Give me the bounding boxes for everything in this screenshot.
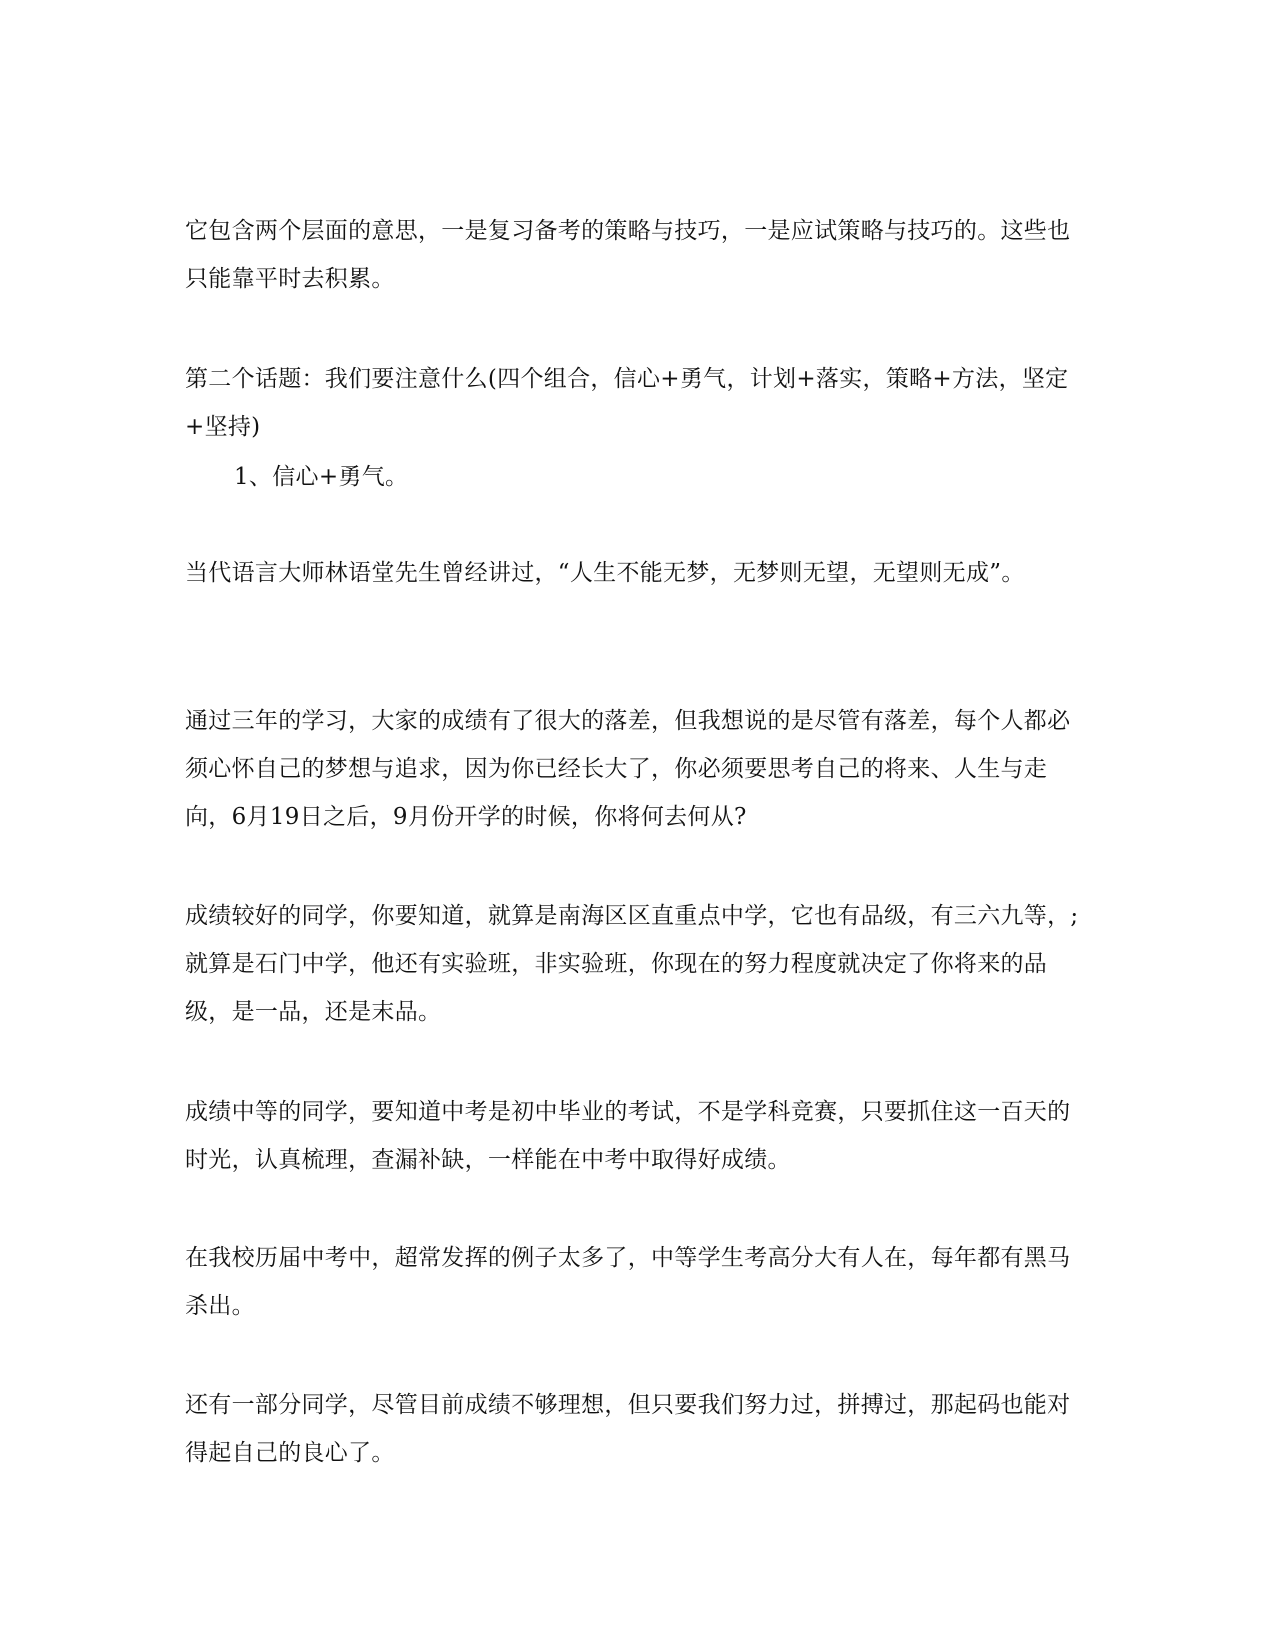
paragraph-good-students: 成绩较好的同学，你要知道，就算是南海区区直重点中学，它也有品级，有三六九等，;就算是石门中学，他还有实验班，非实验班，你现在的努力程度就决定了你将来的品级，是一品，还是末品。 (185, 903, 1079, 1025)
paragraph-second-topic: 第二个话题：我们要注意什么(四个组合，信心+勇气，计划+落实，策略+方法，坚定+坚持) (185, 366, 1069, 440)
paragraph-three-years: 通过三年的学习，大家的成绩有了很大的落差，但我想说的是尽管有落差，每个人都必须心怀自己的梦想与追求，因为你已经长大了，你必须要思考自己的将来、人生与走向，6月19日之后，9月份开学的时候，你将何去何从? (185, 708, 1071, 830)
paragraph-average-students: 成绩中等的同学，要知道中考是初中毕业的考试，不是学科竞赛，只要抓住这一百天的时光，认真梳理，查漏补缺，一样能在中考中取得好成绩。 (185, 1099, 1071, 1173)
list-item-confidence-courage: 1、信心+勇气。 (234, 464, 409, 490)
paragraph-dark-horses: 在我校历届中考中，超常发挥的例子太多了，中等学生考高分大有人在，每年都有黑马杀出。 (185, 1245, 1071, 1319)
paragraph-effort: 还有一部分同学，尽管目前成绩不够理想，但只要我们努力过，拼搏过，那起码也能对得起自己的良心了。 (185, 1392, 1071, 1466)
paragraph-lin-yutang-quote: 当代语言大师林语堂先生曾经讲过，“人生不能无梦，无梦则无望，无望则无成”。 (185, 560, 1025, 586)
paragraph-strategy: 它包含两个层面的意思，一是复习备考的策略与技巧，一是应试策略与技巧的。这些也只能靠平时去积累。 (185, 218, 1071, 292)
